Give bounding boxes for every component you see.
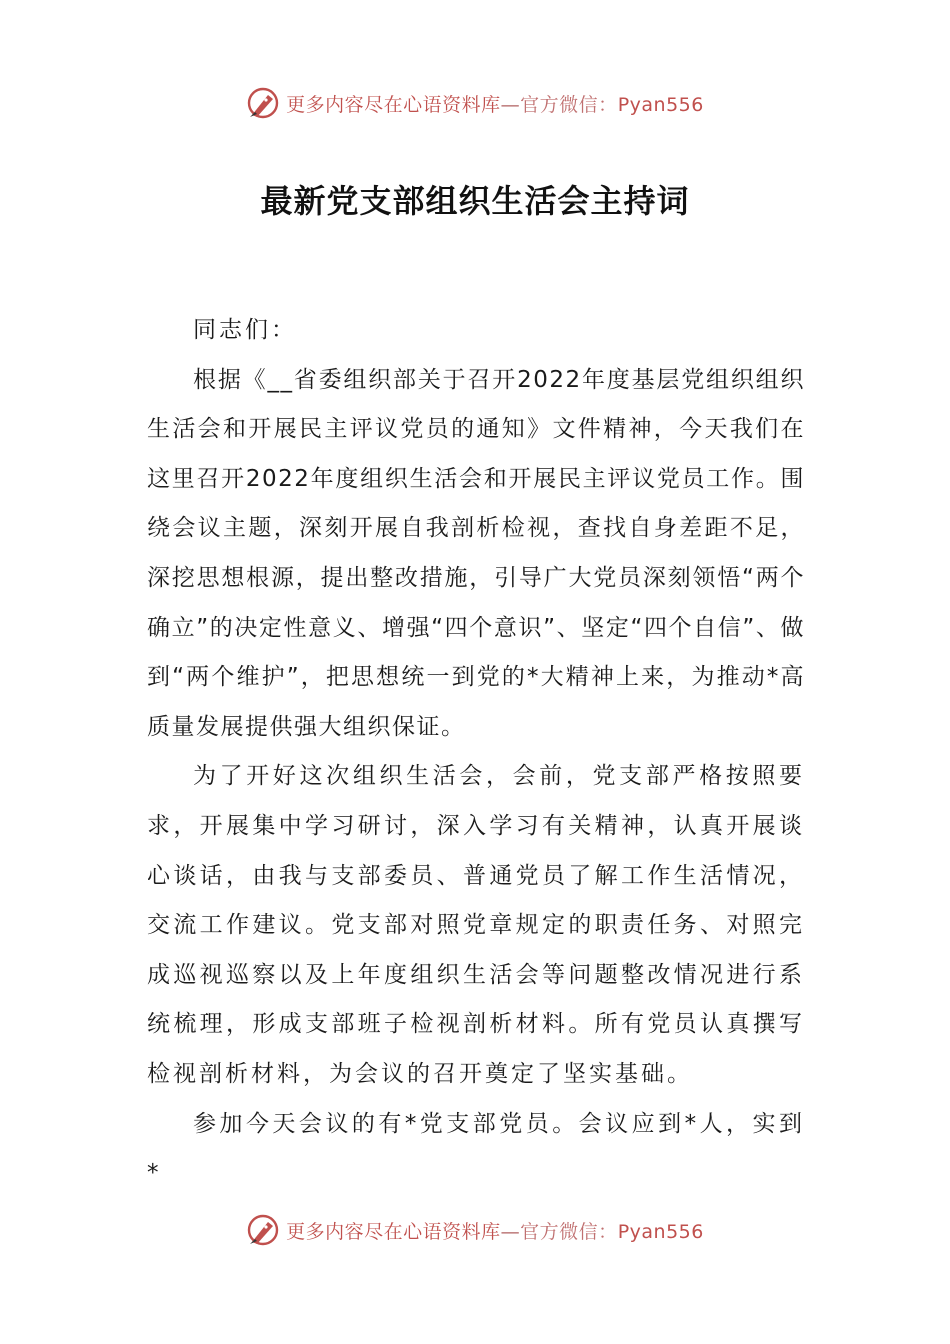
banner-wechat-id: Pyan556 [617,1220,704,1243]
banner-text [286,1217,704,1244]
banner-text [286,90,704,117]
banner-separator: — [500,93,521,116]
paragraph-2: 为了开好这次组织生活会，会前，党支部严格按照要求，开展集中学习研讨，深入学习有关精神，认真开展谈心谈话，由我与支部委员、普通党员了解工作生活情况，交流工作建议。党支部对照党章规定的职责任务、对照完成巡视巡察以及上年度组织生活会等问题整改情况进行系统梳理，形成支部班子检视剖析材料。所有党员认真撰写检视剖析材料，为会议的召开奠定了坚实基础。 [147,763,805,1087]
banner-wechat-label: 官方微信： [520,93,618,116]
banner-wechat-id: Pyan556 [617,93,704,116]
banner-site-text: 更多内容尽在心语资料库 [286,1220,501,1243]
paragraph-1: 根据《__省委组织部关于召开2022年度基层党组织组织生活会和开展民主评议党员的通知》文件精神，今天我们在这里召开2022年度组织生活会和开展民主评议党员工作。围绕会议主题，深刻开展自我剖析检视，查找自身差距不足，深挖思想根源，提出整改措施，引导广大党员深刻领悟“两个确立”的决定性意义、增强“四个意识”、坚定“四个自信”、做到“两个维护”，把思想统一到党的*大精神上来，为推动*高质量发展提供强大组织保证。 [147,366,805,740]
paragraph-3: 参加今天会议的有*党支部党员。会议应到*人，实到* [147,1110,805,1187]
footer-banner [0,1210,950,1250]
document-title: 最新党支部组织生活会主持词 [260,182,690,220]
banner-wechat-label: 官方微信： [520,1220,618,1243]
banner-site-text: 更多内容尽在心语资料库 [286,93,501,116]
header-banner [0,83,950,123]
pen-nib-logo-icon [246,86,280,120]
pen-nib-logo-icon [246,1213,280,1247]
document-body [147,306,805,1199]
paragraph-salutation: 同志们： [193,317,297,343]
banner-separator: — [500,1220,521,1243]
